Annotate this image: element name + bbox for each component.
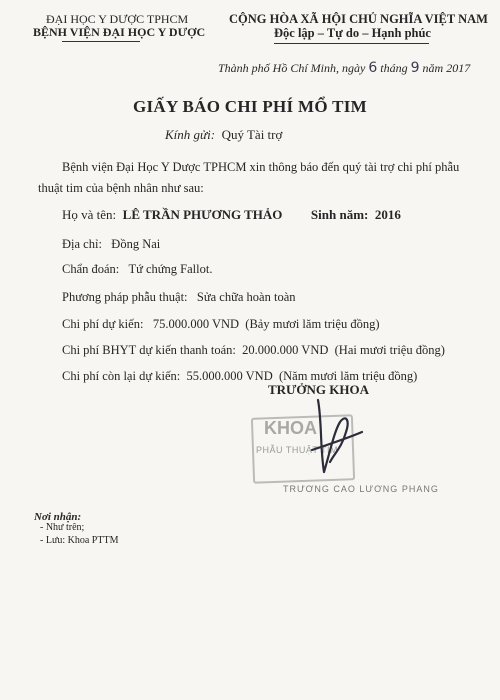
salutation-label: Kính gửi: [165,127,216,142]
estimated-cost-words: (Bảy mươi lăm triệu đồng) [245,317,380,331]
remaining-cost-label: Chi phí còn lại dự kiến: [62,369,181,383]
org-parent-name: ĐẠI HỌC Y DƯỢC TPHCM [46,12,189,26]
remaining-cost-words: (Năm mươi lăm triệu đồng) [278,369,418,383]
patient-name: LÊ TRẦN PHƯƠNG THẢO [122,207,283,222]
insurance-cost-value: 20.000.000 VND [242,343,329,357]
estimated-cost-label: Chi phí dự kiến: [62,317,144,331]
salutation [165,127,282,143]
insurance-cost-words: (Hai mươi triệu đồng) [334,343,445,357]
patient-name-line [62,207,401,223]
intro-line-1: Bệnh viện Đại Học Y Dược TPHCM xin thông báo đến quý tài trợ chi phí phẫu [62,160,460,174]
surgery-method-value: Sửa chữa hoàn toàn [196,290,296,304]
signatory-title: TRƯỞNG KHOA [268,382,369,397]
surgery-method-line [62,290,296,305]
diagnosis-label: Chẩn đoán: [62,262,120,276]
salutation-recipient: Quý Tài trợ [221,127,283,142]
address-value: Đồng Nai [111,237,161,251]
birth-year-label: Sinh năm: [310,207,369,222]
recipient-item: - Lưu: Khoa PTTM [40,535,119,546]
signer-name: TRƯƠNG CAO LƯƠNG PHANG [283,484,439,494]
address-line [62,237,160,252]
estimated-cost-value: 75.000.000 VND [152,317,240,331]
stamp-subtext: PHẪU THUẬT TIM [256,445,339,455]
document-title: GIẤY BÁO CHI PHÍ MỔ TIM [132,97,368,116]
date-year: năm 2017 [422,61,471,75]
nation-name: CỘNG HÒA XÃ HỘI CHỦ NGHĨA VIỆT NAM [229,12,488,26]
date-month-label: tháng [380,61,408,75]
birth-year: 2016 [374,207,401,222]
org-underline [62,41,140,42]
date-month: 9 [410,60,420,76]
insurance-cost-label: Chi phí BHYT dự kiến thanh toán: [62,343,236,357]
recipients-label: Nơi nhận: [34,511,82,523]
date-line [218,60,470,76]
date-day: 6 [368,60,378,76]
diagnosis-line [62,262,212,277]
recipient-item: - Như trên; [40,522,85,533]
date-prefix: Thành phố Hồ Chí Minh, ngày [218,61,366,75]
intro-line-2: thuật tim của bệnh nhân như sau: [38,181,204,195]
stamp-text: KHOA [264,418,317,438]
estimated-cost-line [62,317,380,332]
remaining-cost-value: 55.000.000 VND [186,369,273,383]
org-hospital-name: BỆNH VIỆN ĐẠI HỌC Y DƯỢC [33,25,206,39]
handwritten-signature [300,392,370,482]
address-label: Địa chỉ: [62,237,102,251]
diagnosis-value: Tứ chứng Fallot. [128,262,213,276]
patient-name-label: Họ và tên: [62,207,117,222]
insurance-cost-line [62,343,445,358]
national-motto: Độc lập – Tự do – Hạnh phúc [274,26,431,40]
motto-underline [274,43,429,44]
surgery-method-label: Phương pháp phẫu thuật: [62,290,188,304]
